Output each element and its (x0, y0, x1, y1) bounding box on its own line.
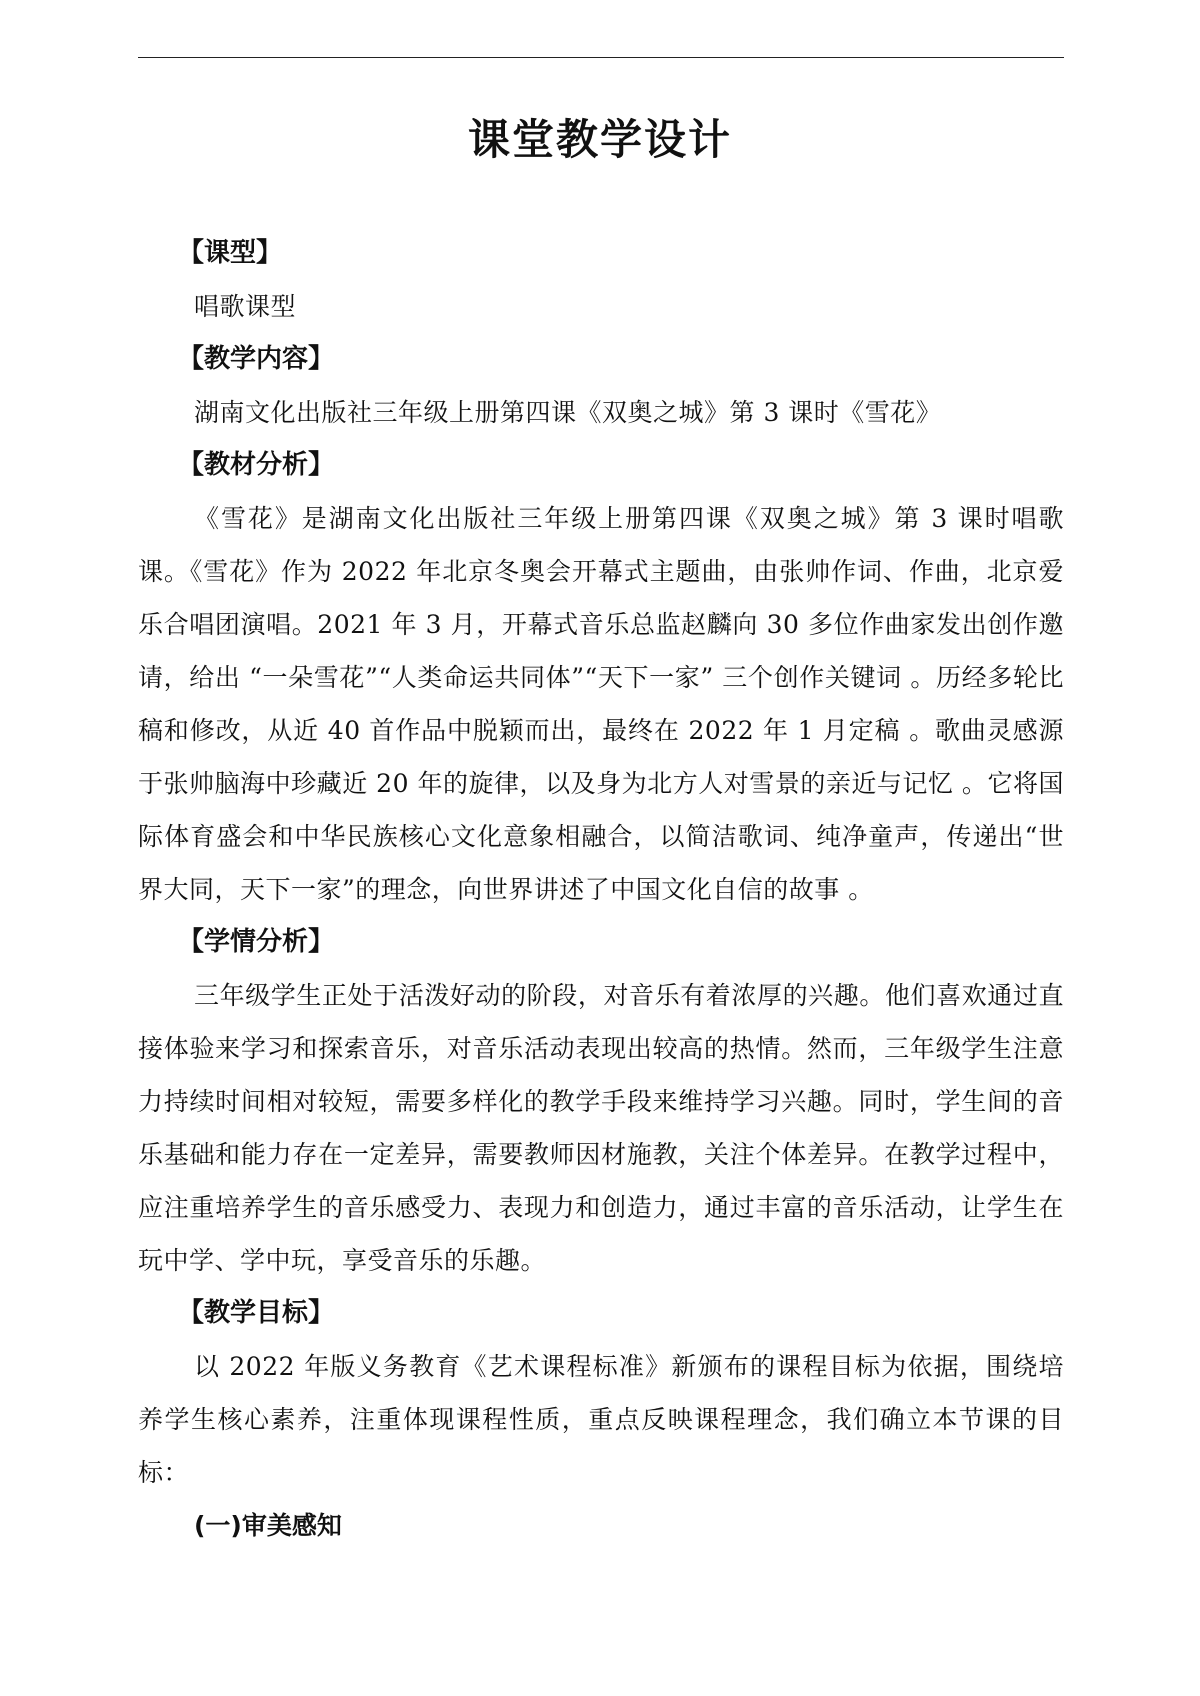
section-heading: 【教材分析】 (178, 450, 335, 480)
section-teaching-goals (138, 1287, 1064, 1499)
section-lesson-type (138, 227, 1064, 333)
section-paragraph: 三年级学生正处于活泼好动的阶段，对音乐有着浓厚的兴趣。他们喜欢通过直接体验来学习和探索音乐，对音乐活动表现出较高的热情。然而，三年级学生注意力持续时间相对较短，需要多样化的教学手段来维持学习兴趣。同时，学生间的音乐基础和能力存在一定差异，需要教师因材施教，关注个体差异。在教学过程中，应注重培养学生的音乐感受力、表现力和创造力，通过丰富的音乐活动，让学生在玩中学、学中玩，享受音乐的乐趣。 (138, 981, 1064, 1275)
document-body (138, 227, 1064, 1552)
section-heading: 【课型】 (178, 238, 283, 268)
section-paragraph: 湖南文化出版社三年级上册第四课《双奥之城》第 3 课时《雪花》 (194, 398, 942, 427)
section-paragraph: 唱歌课型 (194, 292, 297, 321)
section-paragraph: 以 2022 年版义务教育《艺术课程标准》新颁布的课程目标为依据，围绕培养学生核心素养，注重体现课程性质，重点反映课程理念，我们确立本节课的目标： (138, 1352, 1064, 1487)
header-rule (138, 57, 1064, 58)
section-heading: 【学情分析】 (178, 927, 335, 957)
section-heading: 【教学内容】 (178, 344, 335, 374)
subsection-heading: (一)审美感知 (194, 1511, 342, 1540)
section-heading: 【教学目标】 (178, 1298, 335, 1328)
section-teaching-content (138, 333, 1064, 439)
section-student-analysis (138, 916, 1064, 1287)
section-paragraph: 《雪花》是湖南文化出版社三年级上册第四课《双奥之城》第 3 课时唱歌课。《雪花》作为 2022 年北京冬奥会开幕式主题曲，由张帅作词、作曲，北京爱乐合唱团演唱。2021 年 3 月，开幕式音乐总监赵麟向 30 多位作曲家发出创作邀请，给出 “一朵雪花”“人类命运共同体”“天下一家” 三个创作关键词 。历经多轮比稿和修改，从近 40 首作品中脱颖而出，最终在 2022 年 1 月定稿 。歌曲灵感源于张帅脑海中珍藏近 20 年的旋律，以及身为北方人对雪景的亲近与记忆 。它将国际体育盛会和中华民族核心文化意象相融合，以简洁歌词、纯净童声，传递出“世界大同，天下一家”的理念，向世界讲述了中国文化自信的故事 。 (138, 504, 1064, 904)
page-title: 课堂教学设计 (467, 115, 732, 164)
section-material-analysis (138, 439, 1064, 916)
